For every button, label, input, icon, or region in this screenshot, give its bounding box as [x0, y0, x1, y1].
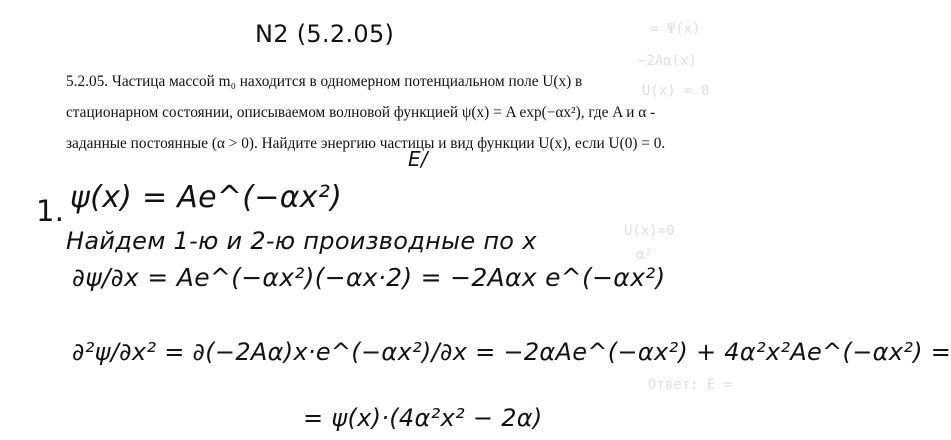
problem-line-2: стационарном состоянии, описываемом волновой функцией ψ(x) = A exp(−αx²), где A и α -: [66, 104, 656, 121]
second-derivative-formula: ∂²ψ/∂x² = ∂(−2Aα)x·e^(−αx²)/∂x = −2αAe^(−αx²) + 4α²x²Ae^(−αx²) =: [72, 338, 951, 366]
page-title: N2 (5.2.05): [255, 20, 395, 48]
problem-line-3: заданные постоянные (α > 0). Найдите энергию частицы и вид функции U(x), если U(0) = 0.: [66, 135, 666, 152]
step-number: 1.: [36, 194, 65, 228]
wavefunction-formula: ψ(x) = Ae^(−αx²): [70, 180, 343, 215]
page-bleed-through: = Ψ(x) −2Aα(x) U(x) = 0 U(x)=0 α² Ответ: E =: [624, 21, 733, 393]
problem-statement: [66, 66, 726, 159]
handwritten-e-mark: E/: [408, 147, 428, 171]
problem-line-1: 5.2.05. Частица массой m₀ находится в одномерном потенциальном поле U(x) в: [66, 73, 583, 90]
second-derivative-result: = ψ(x)·(4α²x² − 2α): [303, 404, 543, 432]
derivative-caption: Найдем 1-ю и 2-ю производные по x: [66, 227, 537, 255]
first-derivative-formula: ∂ψ/∂x = Ae^(−αx²)(−αx·2) = −2Aαx e^(−αx²): [72, 263, 666, 292]
